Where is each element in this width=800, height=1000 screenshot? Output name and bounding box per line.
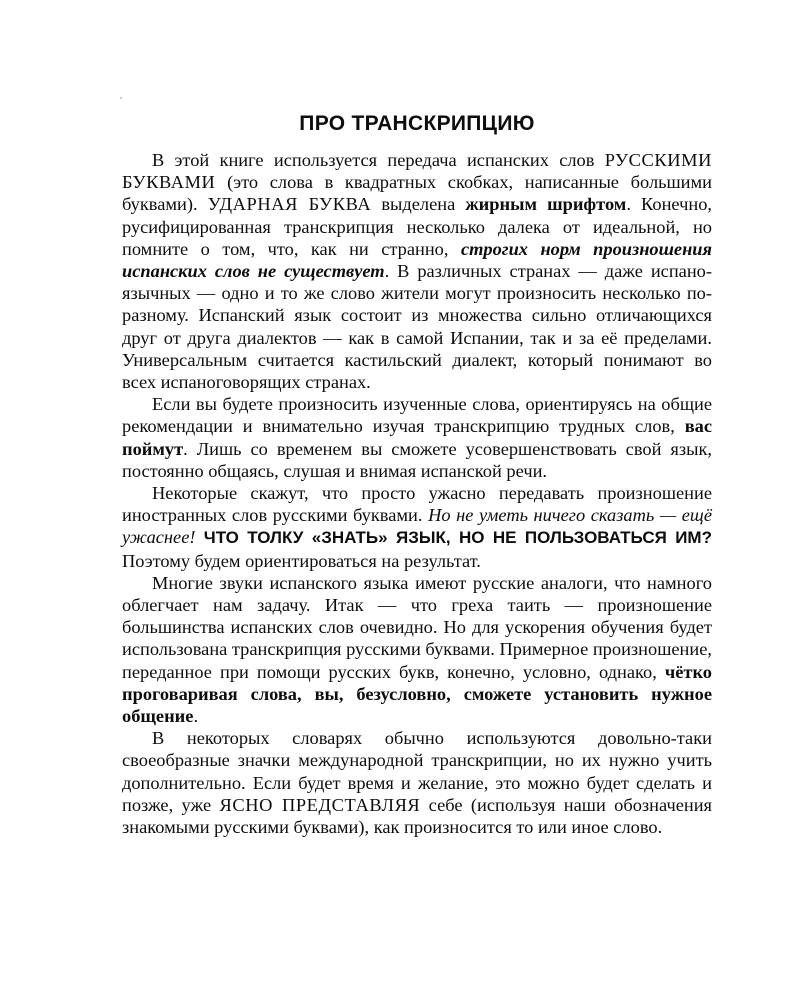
text-run: . Лишь со временем вы сможете усовершенствовать свой язык, постоянно общаясь, слушая и внимая испанской речи. (122, 438, 712, 481)
paragraph-5 (122, 727, 712, 838)
text-run: Некоторые скажут, что просто ужасно передавать произношение иностранных слов русскими буквами. (122, 483, 712, 526)
emphasis-run: ЧТО ТОЛКУ «ЗНАТЬ» ЯЗЫК, НО НЕ ПОЛЬЗОВАТЬСЯ ИМ? (203, 528, 712, 548)
text-run: Поэтому будем ориентироваться на результат. (122, 550, 481, 571)
text-run: (это слова в квадратных скобках, написанные большими буквами). (122, 172, 712, 215)
emphasis-run: чётко проговаривая слова, вы, безусловно, сможете установить нужное общение (122, 661, 712, 727)
emphasis-run: строгих норм произношения испанских слов не существует (122, 238, 713, 282)
text-run: В некоторых словарях обычно используются довольно-таки своеобразные значки международной транскрипции, но их нужно учить дополнительно. Если будет время и желание, это можно будет сделать и позже, уже (122, 728, 712, 815)
text-run: выделена (371, 194, 466, 215)
document-page (122, 110, 712, 838)
paragraph-2 (122, 393, 712, 482)
text-run: Многие звуки испанского языка имеют русские аналоги, что намного облегчает нам задачу. Итак — что греха таить — произношение большинства испанских слов очевидно. Но для ускорения обучения будет использована транскрипция русскими буквами. Примерное произношение, переданное при помощи русских букв, конечно, условно, однако, (122, 572, 712, 682)
text-run (196, 527, 204, 547)
page-title: ПРО ТРАНСКРИПЦИЮ (299, 112, 535, 135)
paragraph-3 (122, 482, 712, 572)
text-run: себе (используя наши обозначения знакомыми русскими буквами), как произносится то или иное слово. (122, 794, 713, 838)
text-run: В этой книге используется передача испанских слов (152, 150, 605, 170)
text-run: . Конечно, русифицированная транскрипция несколько далека от идеальной, но помните о том, что, как ни странно, (122, 194, 712, 259)
body-text (122, 149, 712, 838)
scan-artifact-dot (120, 97, 122, 99)
paragraph-4 (122, 572, 712, 727)
text-run: . В различных странах — даже испаноязычных — одно и то же слово жители могут произносить несколько по-разному. Испанский язык состоит из множества сильно отличающихся друг от друга диалектов — как в самой Испании, так и за её пределами. Универсальным считается кастильский диалект, который понимают во всех испаноговорящих странах. (122, 261, 712, 393)
emphasis-run: УДАРНАЯ БУКВА (207, 194, 372, 215)
emphasis-run: ЯСНО ПРЕДСТАВЛЯЯ (219, 794, 421, 815)
emphasis-run: Но не уметь ничего сказать — ещё ужаснее! (122, 505, 712, 548)
text-run: . (193, 706, 199, 727)
paragraph-1 (122, 149, 712, 393)
emphasis-run: вас поймут (122, 416, 712, 459)
emphasis-run: РУССКИМИ БУКВАМИ (122, 150, 712, 193)
emphasis-run: жирным шрифтом (465, 194, 627, 215)
text-run: Если вы будете произносить изученные слова, ориентируясь на общие рекомендации и внимательно изучая транскрипцию трудных слов, (122, 394, 712, 437)
